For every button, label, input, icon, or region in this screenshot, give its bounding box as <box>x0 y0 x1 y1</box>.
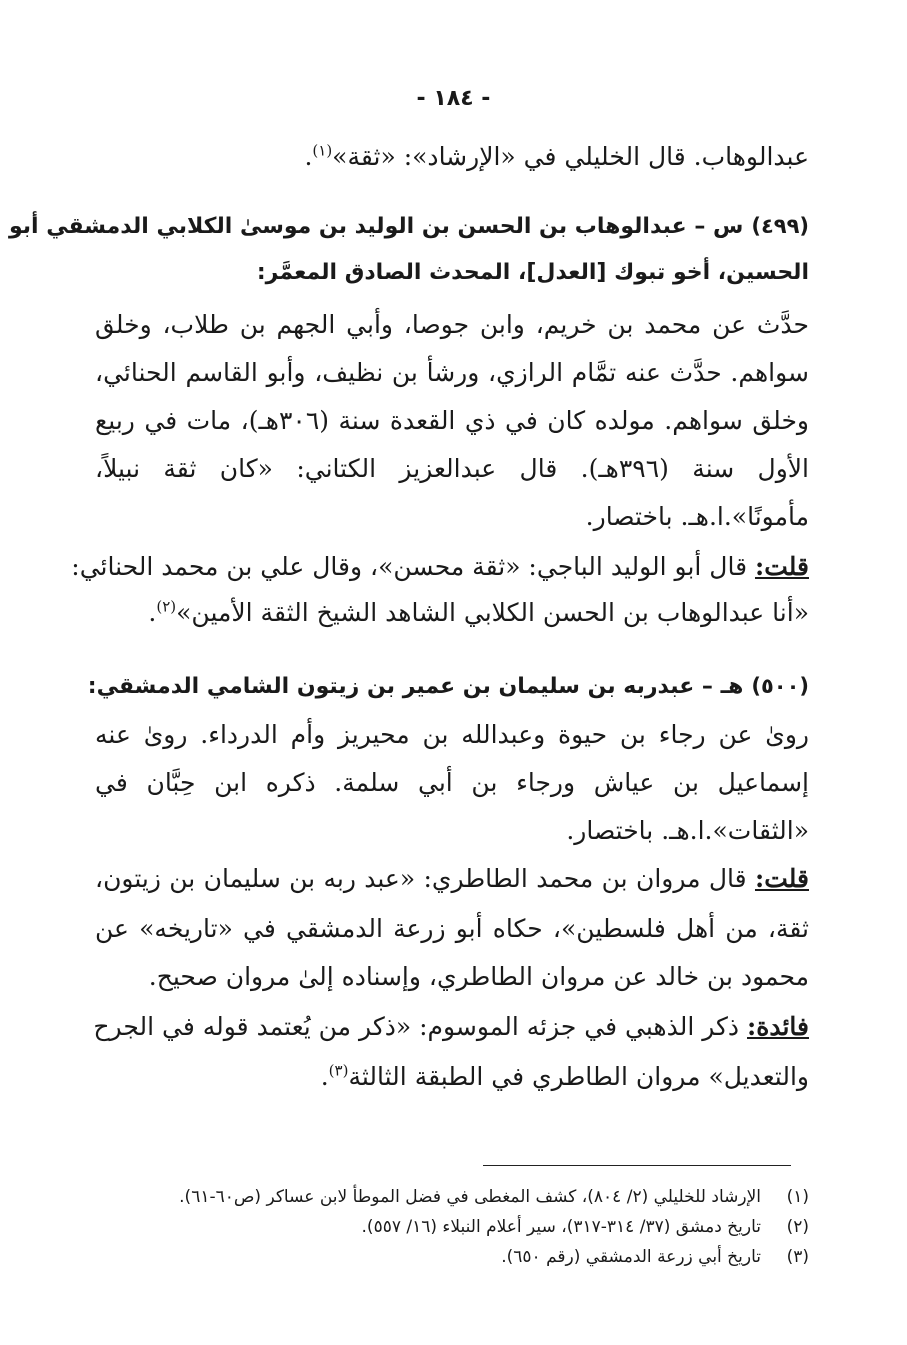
entry-500-heading-text: هـ – عبدربه بن سليمان بن عمير بن زيتون الشامي الدمشقي: <box>87 674 744 699</box>
entry-499-note-text: قال أبو الوليد الباجي: «ثقة محسن»، وقال علي بن محمد الحنائي: <box>71 552 748 581</box>
footnote-number: (٢) <box>786 1217 809 1237</box>
entry-499-note-line-1 <box>71 550 809 584</box>
entry-500-benefit-label: فائدة: <box>747 1012 809 1041</box>
footnote-2 <box>95 1215 809 1239</box>
entry-499-heading-line-2: الحسين، أخو تبوك [العدل]، المحدث الصادق المعمَّر: <box>256 260 809 285</box>
entry-500-note-text: قال مروان بن محمد الطاطري: «عبد ربه بن سليمان بن زيتون، <box>95 864 747 893</box>
entry-499-heading-text: س – عبدالوهاب بن الحسن بن الوليد بن موسىٰ الكلابي الدمشقي أبو <box>8 214 744 239</box>
footnote-text: الإرشاد للخليلي (٢/ ٨٠٤)، كشف المغطى في فضل الموطأ لابن عساكر (ص٦٠-٦١). <box>179 1187 761 1207</box>
entry-500-note-line: محمود بن خالد عن مروان الطاطري، وإسناده إلىٰ مروان صحيح. <box>148 962 809 991</box>
entry-499-note-quote: «أنا عبدالوهاب بن الحسن الكلابي الشاهد الشيخ الثقة الأمين» <box>176 598 809 627</box>
entry-499-body-line: وخلق سواهم. مولده كان في ذي القعدة سنة (٣٠٦هـ)، مات في ربيع <box>95 406 809 435</box>
entry-499-body-line: الأول سنة (٣٩٦هـ). قال عبدالعزيز الكتاني: «كان ثقة نبيلاً، <box>95 454 809 483</box>
entry-500-benefit-line-2: والتعديل» مروان الطاطري في الطبقة الثالثة$^{(٣)}$. <box>320 1061 809 1091</box>
entry-500-number: (٥٠٠) <box>751 674 809 698</box>
entry-500-benefit-text: ذكر الذهبي في جزئه الموسوم: «ذكر من يُعتمد قوله في الجرح <box>93 1012 740 1041</box>
footnote-number: (١) <box>786 1187 809 1207</box>
entry-499-note-line-2: «أنا عبدالوهاب بن الحسن الكلابي الشاهد الشيخ الثقة الأمين»$^{(٢)}$. <box>148 597 809 627</box>
entry-500-benefit-line-1 <box>95 1010 809 1044</box>
entry-500-body-line: روىٰ عن رجاء بن حيوة وعبدالله بن محيريز وأم الدرداء. روىٰ عنه <box>95 720 809 749</box>
footnote-number: (٣) <box>786 1247 809 1267</box>
entry-500-note-line: ثقة، من أهل فلسطين»، حكاه أبو زرعة الدمشقي في «تاريخه» عن <box>95 914 809 943</box>
intro-text: عبدالوهاب. قال الخليلي في «الإرشاد»: «ثقة» <box>332 142 809 171</box>
footnote-ref-3: (٣) <box>328 1061 349 1080</box>
entry-500-benefit-text-2: والتعديل» مروان الطاطري في الطبقة الثالثة <box>348 1062 809 1091</box>
entry-499-body-line: سواهم. حدَّث عنه تمَّام الرازي، ورشأ بن نظيف، وأبو القاسم الحنائي، <box>95 358 809 387</box>
entry-500-heading <box>87 668 809 704</box>
entry-500-note-label: قلت: <box>754 864 809 893</box>
entry-499-note-label: قلت: <box>754 552 809 581</box>
entry-499-body-line: حدَّث عن محمد بن خريم، وابن جوصا، وأبي الجهم بن طلاب، وخلق <box>95 310 809 339</box>
footnote-1 <box>95 1185 809 1209</box>
footnote-3 <box>95 1245 809 1269</box>
footnote-text: تاريخ دمشق (٣٧/ ٣١٤-٣١٧)، سير أعلام النبلاء (١٦/ ٥٥٧). <box>361 1217 761 1237</box>
entry-499-number: (٤٩٩) <box>751 214 809 238</box>
entry-500-note-line-1 <box>95 862 809 896</box>
entry-499-body-line: مأمونًا».ا.هـ. باختصار. <box>585 502 809 531</box>
footnote-ref-1: (١) <box>312 141 333 160</box>
entry-499-heading-line-1 <box>8 208 809 244</box>
page-number: - ١٨٤ - <box>416 86 491 111</box>
footnote-divider <box>483 1165 791 1166</box>
footnote-ref-2: (٢) <box>156 597 177 616</box>
intro-line: عبدالوهاب. قال الخليلي في «الإرشاد»: «ثقة»$^{(١)}$. <box>304 141 809 171</box>
entry-500-body-line: إسماعيل بن عياش ورجاء بن أبي سلمة. ذكره ابن حِبَّان في <box>95 768 809 797</box>
footnote-text: تاريخ أبي زرعة الدمشقي (رقم ٦٥٠). <box>501 1247 761 1267</box>
entry-500-body-line: «الثقات».ا.هـ. باختصار. <box>566 816 809 845</box>
